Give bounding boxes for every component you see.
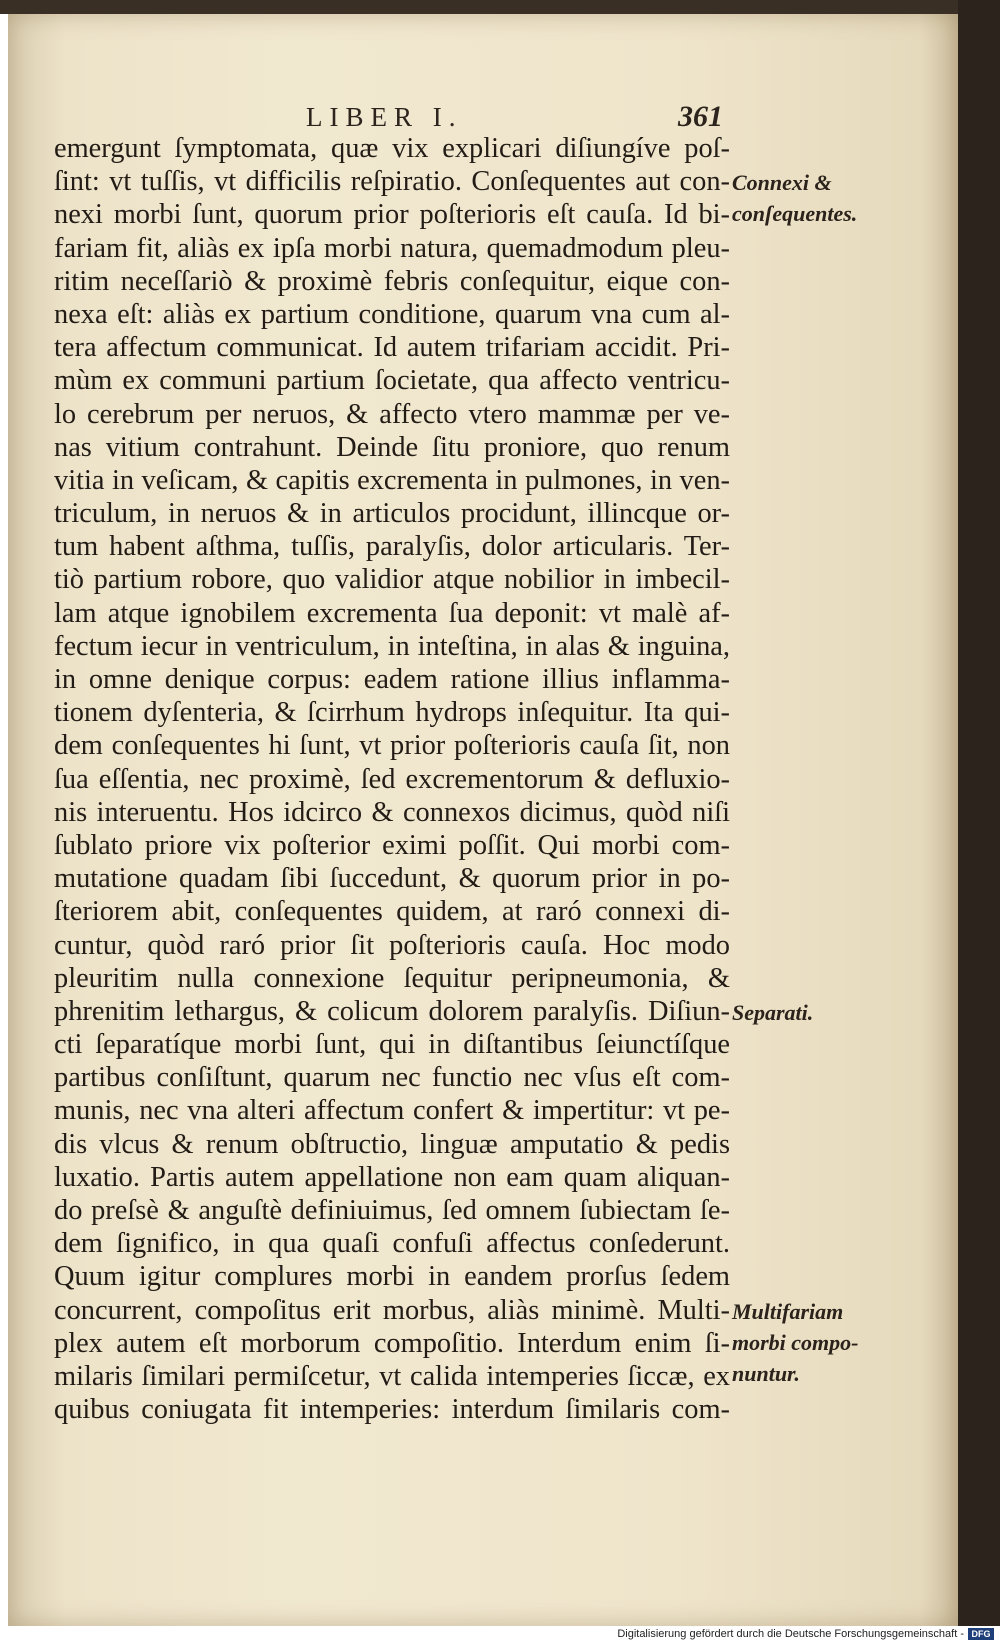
text-line: triculum, in neruos & in articulos procidunt, illincque or-: [54, 498, 730, 530]
scan-border-top: [0, 0, 1000, 14]
running-head: LIBER I.: [306, 102, 463, 132]
body-text: [54, 132, 730, 1426]
book-page: [8, 14, 958, 1626]
text-line: tionem dyſenteria, & ſcirrhum hydrops inſequitur. Ita qui-: [54, 697, 730, 729]
text-line: concurrent, compoſitus erit morbus, aliàs minimè. Multi-: [54, 1294, 730, 1326]
text-line: mùm ex communi partium ſocietate, qua affecto ventricu-: [54, 365, 730, 397]
footer-credit: Digitalisierung gefördert durch die Deutsche Forschungsgemeinschaft -: [617, 1628, 964, 1640]
text-line: emergunt ſymptomata, quæ vix explicari diſiungíve poſ-: [54, 133, 730, 164]
text-line: ſublato priore vix poſterior eximi poſſit. Qui morbi com-: [54, 829, 730, 861]
scan-border-right: [958, 0, 1000, 1626]
text-line: cuntur, quòd raró prior ſit poſterioris cauſa. Hoc modo: [54, 929, 730, 961]
text-line: dis vlcus & renum obſtructio, linguæ amputatio & pedis: [54, 1128, 730, 1160]
margin-note-line: Multifariam: [732, 1299, 844, 1324]
text-line: Quum igitur complures morbi in eandem prorſus ſedem: [54, 1261, 730, 1293]
text-line: nexa eſt: aliàs ex partium conditione, quarum vna cum al-: [54, 298, 730, 330]
footer: [0, 1626, 1000, 1643]
page-number: 361: [678, 100, 723, 133]
page-header: [8, 102, 958, 136]
text-line: in omne denique corpus: eadem ratione illius inflamma-: [54, 664, 730, 695]
text-line: dem ſignifico, in qua quaſi confuſi affectus conſederunt.: [54, 1228, 730, 1260]
text-line: nas vitium contrahunt. Deinde ſitu proniore, quo renum: [54, 431, 730, 463]
text-line: tum habent aſthma, tuſſis, paralyſis, dolor articularis. Ter-: [54, 531, 730, 563]
text-line: cti ſeparatíque morbi ſunt, qui in diſtantibus ſeiunctíſque: [54, 1029, 730, 1061]
text-line: plex autem eſt morborum compoſitio. Interdum enim ſi-: [54, 1327, 730, 1359]
text-line: luxatio. Partis autem appellatione non eam quam aliquan-: [54, 1161, 730, 1193]
text-line: ſua eſſentia, nec proximè, ſed excrementorum & defluxio-: [54, 763, 730, 795]
margin-note-line: morbi compo-: [732, 1330, 859, 1355]
text-line: ſteriorem abit, conſequentes quidem, at raró connexi di-: [54, 896, 730, 928]
text-line: nis interuentu. Hos idcirco & connexos dicimus, quòd niſi: [54, 796, 730, 828]
text-line: vitia in veſicam, & capitis excrementa in pulmones, in ven-: [54, 464, 730, 496]
text-line: do preſsè & anguſtè definiuimus, ſed omnem ſubiectam ſe-: [54, 1195, 730, 1226]
dfg-logo: DFG: [968, 1628, 994, 1640]
margin-note-line: Separati.: [732, 1000, 814, 1026]
margin-note-line: nuntur.: [732, 1361, 800, 1386]
text-line: fariam fit, aliàs ex ipſa morbi natura, quemadmodum pleu-: [54, 232, 730, 264]
margin-note-line: Connexi &: [732, 170, 832, 196]
margin-note: [732, 997, 813, 1028]
text-line: lam atque ignobilem excrementa ſua deponit: vt malè af-: [54, 597, 730, 629]
text-line: fectum iecur in ventriculum, in inteſtina, in alas & inguina,: [54, 630, 730, 662]
margin-note: [732, 1296, 859, 1389]
text-line: pleuritim nulla connexione ſequitur peripneumonia, &: [54, 962, 730, 994]
margin-note-line: conſequentes.: [732, 201, 858, 227]
text-line: tera affectum communicat. Id autem trifariam accidit. Pri-: [54, 332, 730, 364]
text-line: phrenitim lethargus, & colicum dolorem paralyſis. Diſiun-: [54, 995, 730, 1027]
text-line: milaris ſimilari permiſcetur, vt calida intemperies ſiccæ, ex: [54, 1360, 730, 1392]
text-line: nexi morbi ſunt, quorum prior poſterioris eſt cauſa. Id bi-: [54, 199, 730, 231]
text-line: ſint: vt tuſſis, vt difficilis reſpiratio. Conſequentes aut con-: [54, 166, 730, 198]
text-line: quibus coniugata fit intemperies: interdum ſimilaris com-: [54, 1394, 730, 1426]
text-line: partibus conſiſtunt, quarum nec functio nec vſus eſt com-: [54, 1062, 730, 1094]
text-line: lo cerebrum per neruos, & affecto vtero mammæ per ve-: [54, 398, 730, 430]
text-line: dem conſequentes hi ſunt, vt prior poſterioris cauſa ſit, non: [54, 730, 730, 762]
margin-note: [732, 167, 857, 229]
text-line: munis, nec vna alteri affectum confert & impertitur: vt pe-: [54, 1095, 730, 1127]
text-line: ritim neceſſariò & proximè febris conſequitur, eique con-: [54, 265, 730, 297]
text-line: mutatione quadam ſibi ſuccedunt, & quorum prior in po-: [54, 863, 730, 895]
text-line: tiò partium robore, quo validior atque nobilior in imbecil-: [54, 564, 730, 596]
